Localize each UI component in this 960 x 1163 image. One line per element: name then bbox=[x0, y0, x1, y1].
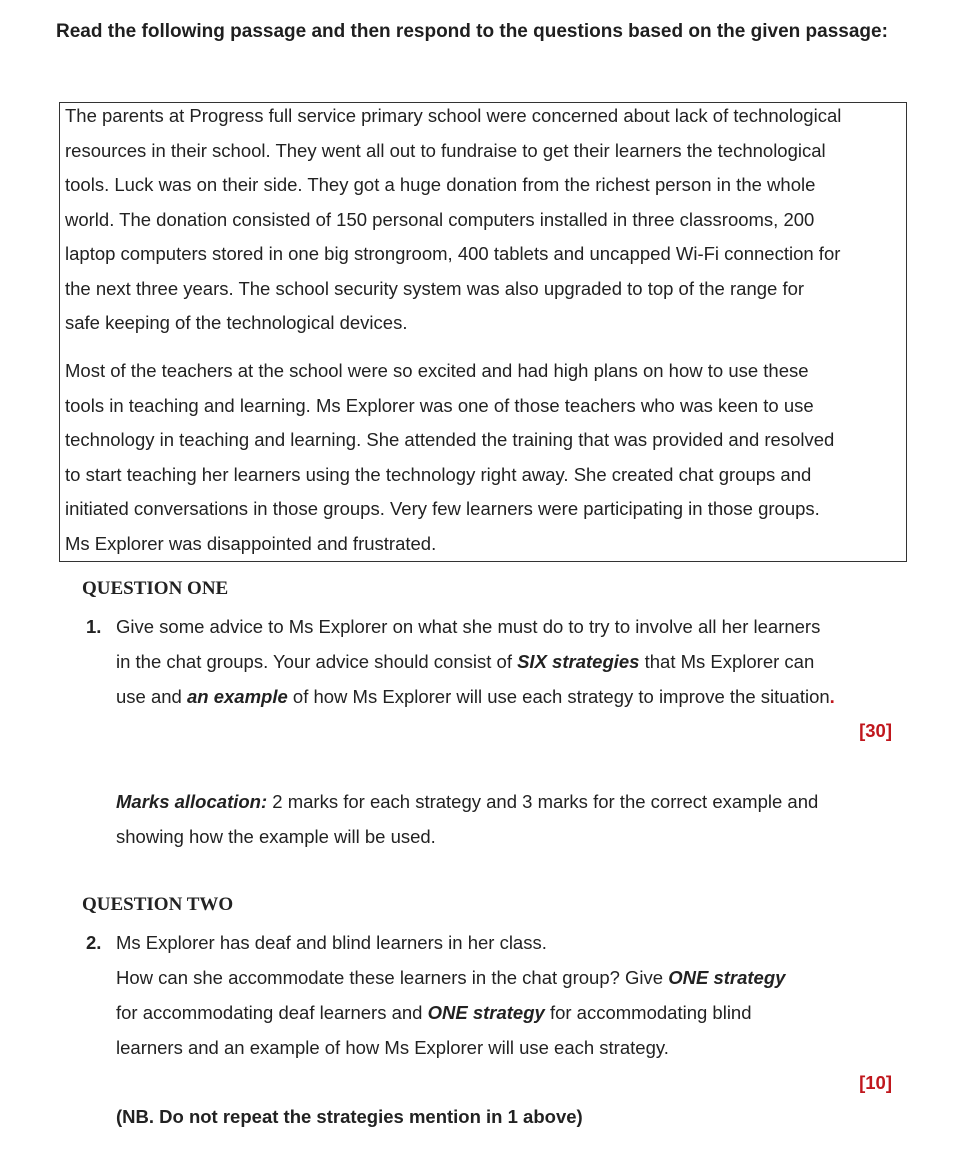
question-two-text: How can she accommodate these learners in the chat group? Give ONE strategy for accommodating deaf learners and ONE strategy for accommodating blind learners and an example of how Ms Explorer will use each strategy. bbox=[116, 967, 786, 1058]
emphasis-six-strategies: SIX strategies bbox=[517, 651, 640, 672]
question-two-number: 2. bbox=[86, 932, 102, 953]
emphasis-an-example: an example bbox=[186, 686, 288, 707]
passage-box bbox=[59, 102, 907, 562]
question-one-text: Give some advice to Ms Explorer on what she must do to try to involve all her learners in the chat groups. Your advice should consist of SIX strategies that Ms Explorer can use and an example of how Ms Explorer will use each strategy to improve the situation. bbox=[116, 616, 835, 707]
question-two-marks: [10] bbox=[859, 1072, 892, 1093]
question-one-marks: [30] bbox=[859, 720, 892, 741]
question-one-heading: QUESTION ONE bbox=[82, 578, 229, 599]
marks-allocation: Marks allocation: 2 marks for each strategy and 3 marks for the correct example and showing how the example will be used. bbox=[116, 791, 819, 847]
instruction-text: Read the following passage and then respond to the questions based on the given passage: bbox=[56, 21, 888, 42]
emphasis-one-strategy-blind: ONE strategy bbox=[427, 1002, 545, 1023]
question-one-number: 1. bbox=[86, 616, 102, 637]
marks-allocation-label: Marks allocation: bbox=[116, 791, 268, 812]
end-mark: . bbox=[829, 686, 835, 707]
emphasis-one-strategy-deaf: ONE strategy bbox=[668, 967, 786, 988]
passage-paragraph-2: Most of the teachers at the school were so excited and had high plans on how to use these tools in teaching and learning. Ms Explorer was one of those teachers who was keen to use technology in teaching and learning. She attended the training that was provided and resolved to start teaching her learners using the technology right away. She created chat groups and initiated conversations in those groups. Very few learners were participating in those groups. Ms Explorer was disappointed and frustrated. bbox=[65, 360, 835, 554]
question-two-line-1: Ms Explorer has deaf and blind learners in her class. bbox=[116, 932, 547, 953]
question-two-heading: QUESTION TWO bbox=[82, 894, 234, 915]
question-two-note: (NB. Do not repeat the strategies mention in 1 above) bbox=[116, 1106, 583, 1127]
passage-paragraph-1: The parents at Progress full service primary school were concerned about lack of technological resources in their school. They went all out to fundraise to get their learners the technological tools. Luck was on their side. They got a huge donation from the richest person in the whole world. The donation consisted of 150 personal computers installed in three classrooms, 200 laptop computers stored in one big strongroom, 400 tablets and uncapped Wi-Fi connection for the next three years. The school security system was also upgraded to top of the range for safe keeping of the technological devices. bbox=[65, 105, 842, 333]
